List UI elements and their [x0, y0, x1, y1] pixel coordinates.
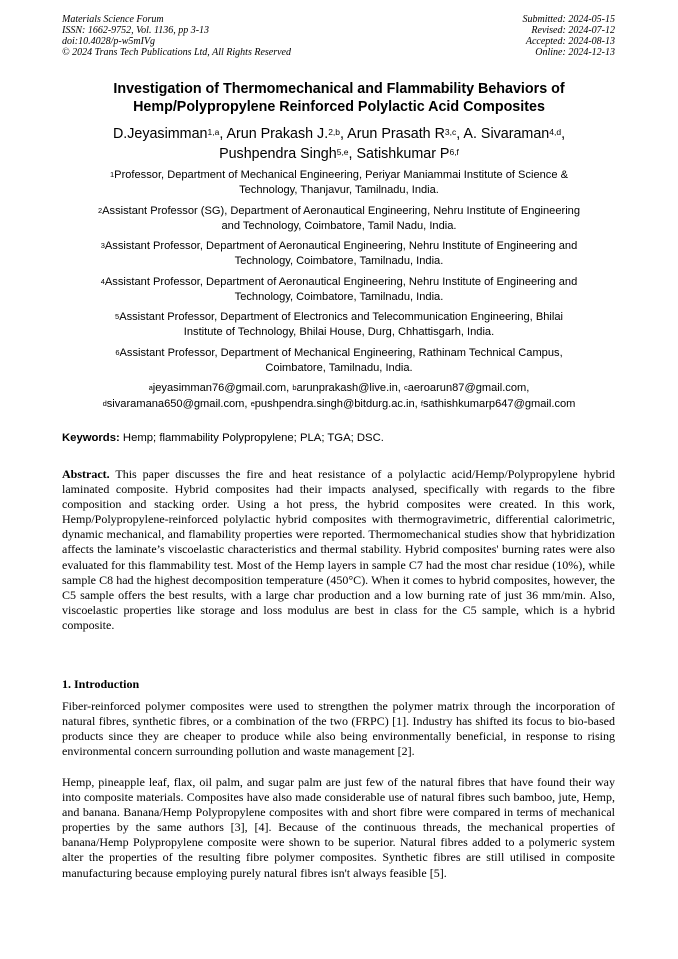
affiliation-text: Assistant Professor, Department of Aeronautical Engineering, Nehru Institute of Engineering and	[104, 240, 578, 252]
abstract-text: This paper discusses the fire and heat resistance of a polylactic acid/Hemp/Polypropylene hybrid laminated composite. Hybrid composites had their impacts analysed, specifically with regards to the fibre composition and stacking order. Using a hot press, the hybrid composites were created. In this work, Hemp/Polypropylene-reinforced polylactic hybrid composites with thermogravimetric, differential calorimetric, dynamic mechanical, and flamability properties were reported. Thermomechanical studies show that hybridization affects the laminate’s viscoelastic characteristics and thermal stability. Hybrid composites' burning rates were also evaluated for this flammability test. Most of the Hemp layers in sample C7 had the most char residue (10%), while sample C8 had the highest decomposition temperature (450°C). When it comes to hybrid composites, however, the C5 sample offers the best results, with a large char production and a low burning rate of just 36 mm/min. Also, viscoelastic properties like storage and loss modulus are best in class for the C5 sample, which is a hybrid composite.	[62, 467, 615, 632]
paper-title	[50, 80, 628, 116]
journal-issn: ISSN: 1662-9752, Vol. 1136, pp 3-13	[62, 25, 210, 36]
journal-copyright: © 2024 Trans Tech Publications Ltd, All Rights Reserved	[62, 47, 291, 58]
introduction-paragraph-2: Hemp, pineapple leaf, flax, oil palm, and sugar palm are just few of the natural fibres that have found their way into composite materials. Composites have also made considerable use of natural fibres such bamboo, jute, Hemp, and banana. Banana/Hemp Polypropylene composites with and short fibre were compared in terms of mechanical properties by the same authors [3], [4]. Because of the continuous threads, the mechanical properties of banana/Hemp Polypropylene composite were shown to be superior. Natural fibres added to a polymeric system alter the properties of the resulting fibre polymer composites. Synthetic fibres are still utilised in composite manufacturing because employing purely natural fibres isn't always feasible [5].	[62, 775, 615, 880]
journal-doi[interactable]: doi:10.4028/p-w5mIVg	[62, 36, 156, 47]
date-revised: Revised: 2024-07-12	[531, 25, 615, 36]
affiliation-text: Assistant Professor (SG), Department of Aeronautical Engineering, Nehru Institute of Engineering	[102, 205, 581, 217]
author-sup: 3,c	[444, 127, 457, 137]
email-sup: b	[292, 383, 297, 392]
author-name: A. Sivaraman	[463, 126, 550, 142]
keywords	[62, 432, 384, 444]
email-sup: e	[250, 398, 255, 408]
affiliation-num: 3	[100, 241, 105, 250]
introduction-paragraph-1: Fiber-reinforced polymer composites were used to strengthen the polymer matrix through the incorporation of natural fibres, synthetic fibres, or a combination of the two (FRPC) [1]. Industry has shifted its focus to bio-based products since they are cheaper to produce while also being environmentally beneficial, in response to rising environmental concern surrounding pollution and waste management [2].	[62, 699, 615, 759]
email-sup: c	[403, 383, 408, 392]
email-link[interactable]: sivaramana650@gmail.com	[106, 397, 245, 410]
email-link[interactable]: jeyasimman76@gmail.com	[152, 382, 287, 394]
affiliation-text: Technology, Coimbatore, Tamilnadu, India.	[234, 291, 444, 303]
author-sup: 6,f	[449, 147, 459, 157]
affiliation-4	[60, 275, 618, 305]
author-sup: 1,a	[207, 127, 220, 137]
affiliation-num: 2	[97, 206, 103, 215]
affiliation-num: 1	[110, 170, 115, 179]
affiliation-text: Coimbatore, Tamilnadu, India.	[265, 362, 413, 374]
affiliation-1	[60, 168, 618, 198]
email-sup: f	[420, 398, 423, 408]
author-sup: 5,e	[336, 147, 349, 157]
email-link[interactable]: arunprakash@live.in	[296, 382, 398, 394]
affiliation-num: 6	[115, 348, 120, 357]
affiliation-num: 4	[100, 277, 105, 286]
title-line-2: Hemp/Polypropylene Reinforced Polylactic Acid Composites	[133, 99, 545, 115]
affiliation-text: Assistant Professor, Department of Mechanical Engineering, Rathinam Technical Campus,	[119, 347, 563, 359]
affiliation-text: and Technology, Coimbatore, Tamil Nadu, India.	[221, 220, 457, 232]
abstract-label: Abstract.	[62, 467, 110, 481]
affiliation-3	[60, 239, 618, 269]
email-link[interactable]: aeroarun87@gmail.com	[407, 382, 527, 394]
keywords-label: Keywords:	[62, 432, 120, 444]
author-sup: 4,d	[549, 127, 562, 137]
email-link[interactable]: sathishkumarp647@gmail.com	[422, 397, 576, 410]
affiliation-text: Assistant Professor, Department of Electronics and Telecommunication Engineering, Bhilai	[119, 311, 563, 323]
journal-header-right	[523, 14, 616, 58]
author-list	[50, 124, 628, 164]
affiliation-text: Professor, Department of Mechanical Engineering, Periyar Maniammai Institute of Science &	[114, 169, 568, 181]
section-heading-introduction: 1. Introduction	[62, 677, 140, 691]
author-sup: 2,b	[328, 127, 341, 137]
title-line-1: Investigation of Thermomechanical and Flammability Behaviors of	[113, 81, 565, 97]
author-name: Satishkumar P	[356, 146, 450, 162]
email-link[interactable]: pushpendra.singh@bitdurg.ac.in	[254, 397, 415, 410]
journal-name: Materials Science Forum	[62, 14, 164, 25]
email-list: $^a$jeyasimman76@gmail.com, $^b$arunprakash@live.in, $^c$aeroarun87@gmail.com, $^d$sivaramana650@gmail.com, $^e$pushpendra.singh@bitdurg.ac.in, $^f$sathishkumarp647@gmail.com	[102, 382, 576, 410]
email-sup: d	[102, 398, 107, 408]
affiliation-2	[60, 204, 618, 234]
author-name: Arun Prakash J.	[226, 126, 329, 142]
date-submitted: Submitted: 2024-05-15	[522, 14, 615, 25]
author-name: Arun Prasath R	[347, 126, 445, 142]
affiliation-5	[60, 310, 618, 340]
affiliation-num: 5	[115, 312, 120, 321]
affiliation-text: Technology, Coimbatore, Tamilnadu, India.	[234, 255, 444, 267]
affiliation-text: Assistant Professor, Department of Aeronautical Engineering, Nehru Institute of Engineering and	[104, 276, 578, 288]
author-line-2: Pushpendra Singh$^{5,e}$, Satishkumar P$^{6,f}$	[219, 146, 459, 162]
author-line-1: D.Jeyasimman$^{1,a}$, Arun Prakash J.$^{2,b}$, Arun Prasath R$^{3,c}$, A. Sivaraman$^{4,d}$,	[112, 126, 566, 142]
author-name: D.Jeyasimman	[112, 126, 208, 142]
journal-header-left	[62, 14, 291, 58]
email-sup: a	[148, 383, 153, 392]
author-name: Pushpendra Singh	[219, 146, 337, 162]
date-accepted: Accepted: 2024-08-13	[525, 36, 615, 47]
keywords-text: Hemp; flammability Polypropylene; PLA; TGA; DSC.	[122, 432, 384, 444]
affiliation-text: Technology, Thanjavur, Tamilnadu, India.	[239, 184, 439, 196]
affiliation-text: Institute of Technology, Bhilai House, Durg, Chhattisgarh, India.	[183, 326, 495, 338]
date-online: Online: 2024-12-13	[535, 47, 615, 58]
abstract	[62, 467, 615, 633]
affiliation-6	[60, 346, 618, 376]
